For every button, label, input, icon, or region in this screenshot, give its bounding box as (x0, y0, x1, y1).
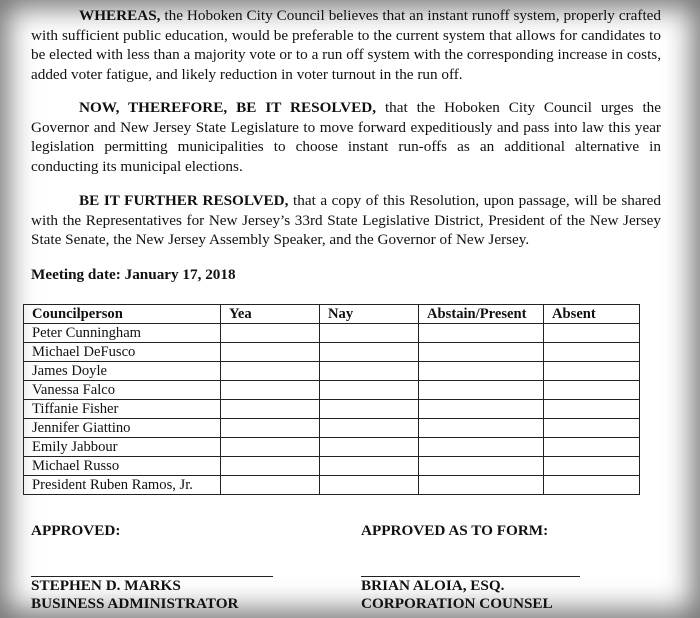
table-row (24, 419, 640, 438)
absent-cell (544, 343, 640, 362)
absent-cell (544, 400, 640, 419)
signer-title-left: BUSINESS ADMINISTRATOR (31, 595, 239, 612)
absent-cell (544, 362, 640, 381)
councilperson-name: James Doyle (24, 362, 221, 381)
table-row (24, 476, 640, 495)
abstain-cell (419, 400, 544, 419)
yea-cell (221, 438, 320, 457)
yea-cell (221, 362, 320, 381)
nay-cell (320, 419, 419, 438)
table-row (24, 324, 640, 343)
abstain-cell (419, 381, 544, 400)
table-row (24, 362, 640, 381)
table-row (24, 438, 640, 457)
table-row (24, 400, 640, 419)
abstain-cell (419, 419, 544, 438)
yea-cell (221, 324, 320, 343)
absent-cell (544, 457, 640, 476)
meeting-date: Meeting date: January 17, 2018 (31, 266, 236, 283)
resolved-text: that the Hoboken City Council urges the Governor and New Jersey State Legislature to move forward expeditiously and pass into law this year legislation permitting municipalities to choose instant run-offs as an additional alternative in conducting its municipal elections. (31, 99, 662, 175)
councilperson-name: Michael Russo (24, 457, 221, 476)
resolved-lead: NOW, THEREFORE, BE IT RESOLVED, (79, 99, 376, 116)
councilperson-name: Peter Cunningham (24, 324, 221, 343)
header-councilperson: Councilperson (24, 305, 221, 324)
nay-cell (320, 438, 419, 457)
councilperson-name: Emily Jabbour (24, 438, 221, 457)
nay-cell (320, 362, 419, 381)
abstain-cell (419, 362, 544, 381)
header-abstain-present: Abstain/Present (419, 305, 544, 324)
further-resolved-paragraph (31, 191, 661, 250)
header-nay: Nay (320, 305, 419, 324)
absent-cell (544, 324, 640, 343)
abstain-cell (419, 343, 544, 362)
absent-cell (544, 419, 640, 438)
councilperson-name: Michael DeFusco (24, 343, 221, 362)
table-row (24, 457, 640, 476)
further-resolved-text: that a copy of this Resolution, upon passage, will be shared with the Representatives for New Jersey’s 33rd State Legislative District, President of the New Jersey State Senate, the New Jersey Assembly Speaker, and the Governor of New Jersey. (31, 192, 662, 248)
abstain-cell (419, 324, 544, 343)
absent-cell (544, 438, 640, 457)
yea-cell (221, 419, 320, 438)
whereas-paragraph (31, 6, 661, 84)
councilperson-name: Tiffanie Fisher (24, 400, 221, 419)
councilperson-name: Vanessa Falco (24, 381, 221, 400)
signer-name-left: STEPHEN D. MARKS (31, 577, 181, 594)
nay-cell (320, 400, 419, 419)
resolved-paragraph (31, 98, 661, 176)
signer-title-right: CORPORATION COUNSEL (361, 595, 553, 612)
header-absent: Absent (544, 305, 640, 324)
councilperson-name: Jennifer Giattino (24, 419, 221, 438)
nay-cell (320, 457, 419, 476)
approved-as-to-form-label: APPROVED AS TO FORM: (361, 522, 549, 539)
yea-cell (221, 457, 320, 476)
absent-cell (544, 476, 640, 495)
nay-cell (320, 324, 419, 343)
approved-label: APPROVED: (31, 522, 121, 539)
header-yea: Yea (221, 305, 320, 324)
absent-cell (544, 381, 640, 400)
yea-cell (221, 476, 320, 495)
signer-name-right: BRIAN ALOIA, ESQ. (361, 577, 505, 594)
whereas-text: the Hoboken City Council believes that an instant runoff system, properly crafted with sufficient public education, would be preferable to the current system that allows for candidates to be elected with less than a majority vote or to a run off system with the corresponding increase in costs, added voter fatigue, and likely reduction in voter turnout in the run off. (31, 7, 661, 83)
yea-cell (221, 381, 320, 400)
nay-cell (320, 476, 419, 495)
yea-cell (221, 343, 320, 362)
yea-cell (221, 400, 320, 419)
nay-cell (320, 343, 419, 362)
abstain-cell (419, 457, 544, 476)
table-row (24, 381, 640, 400)
abstain-cell (419, 476, 544, 495)
nay-cell (320, 381, 419, 400)
further-resolved-lead: BE IT FURTHER RESOLVED, (79, 192, 289, 209)
whereas-lead: WHEREAS, (79, 7, 161, 24)
table-row (24, 343, 640, 362)
abstain-cell (419, 438, 544, 457)
councilperson-name: President Ruben Ramos, Jr. (24, 476, 221, 495)
vote-table-header-row (24, 305, 640, 324)
vote-table (23, 304, 640, 495)
